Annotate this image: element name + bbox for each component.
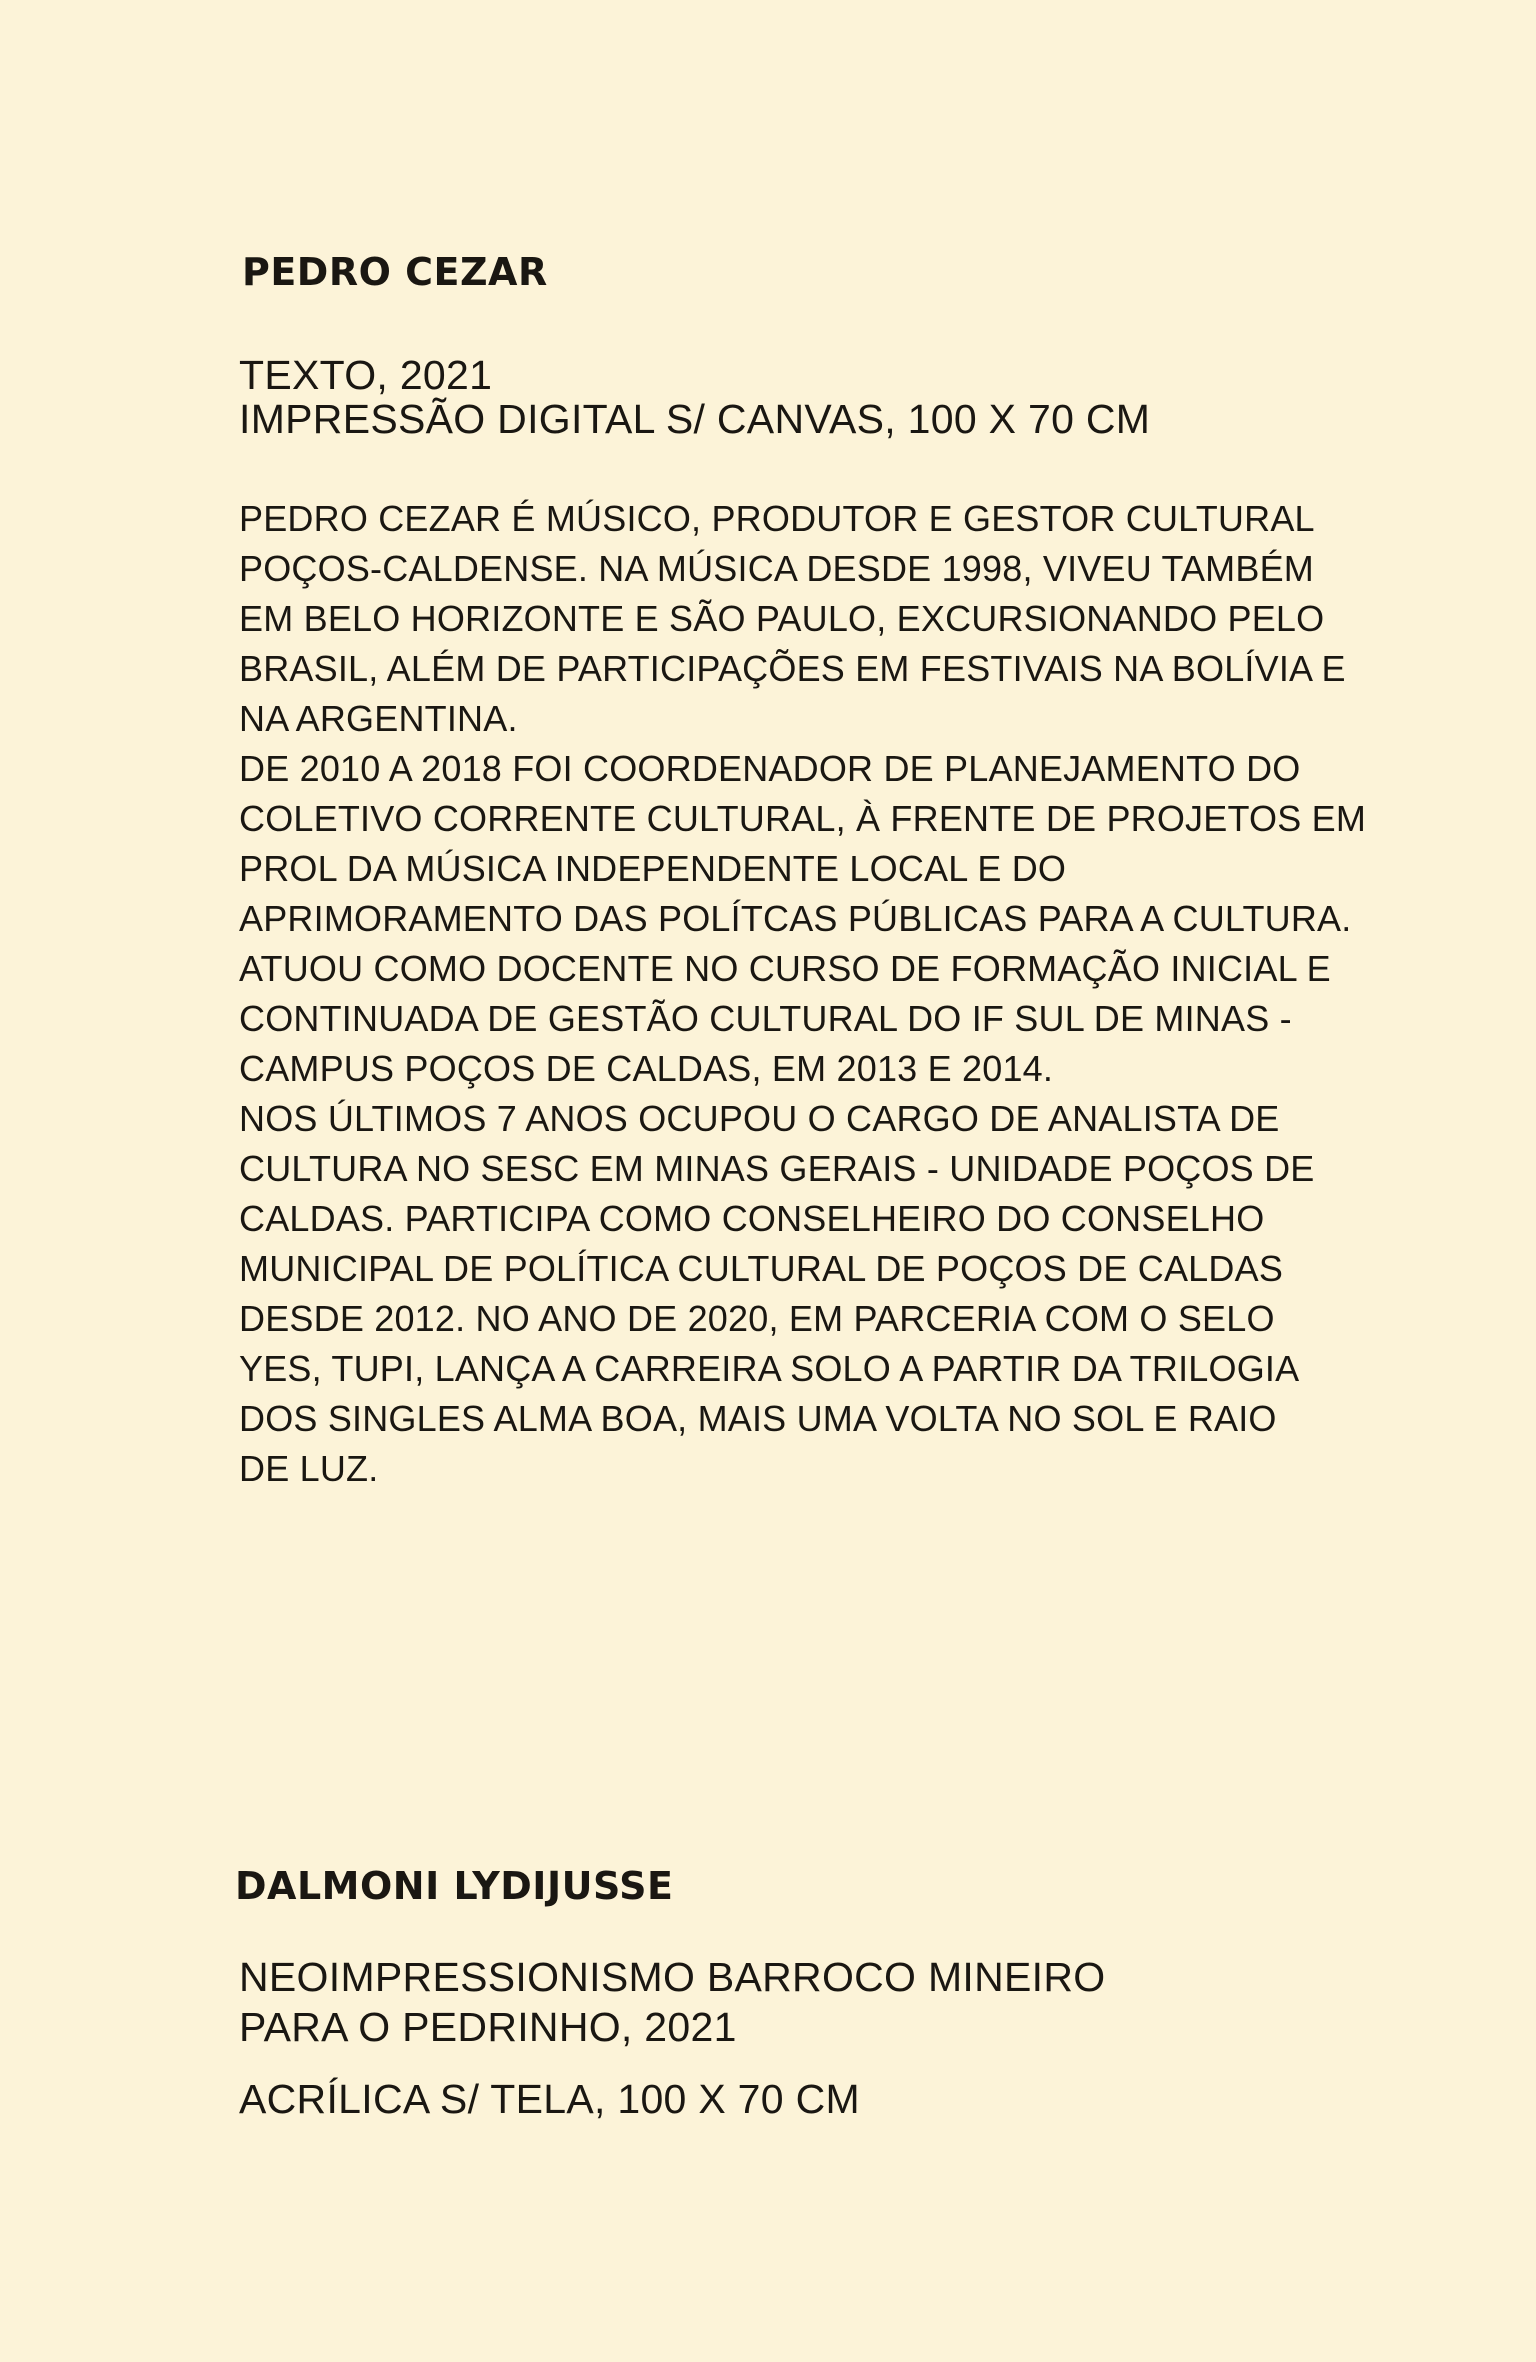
artist-name: DALMONI LYDIJUSSE xyxy=(235,1864,674,1908)
bio-line: DESDE 2012. NO ANO DE 2020, EM PARCERIA COM O SELO xyxy=(239,1298,1275,1339)
artist-bio xyxy=(239,494,1366,1494)
bio-line: APRIMORAMENTO DAS POLÍTCAS PÚBLICAS PARA A CULTURA. xyxy=(239,898,1352,939)
bio-line: DE 2010 A 2018 FOI COORDENADOR DE PLANEJAMENTO DO xyxy=(239,748,1301,789)
bio-line: NOS ÚLTIMOS 7 ANOS OCUPOU O CARGO DE ANALISTA DE xyxy=(239,1098,1280,1139)
bio-line: EM BELO HORIZONTE E SÃO PAULO, EXCURSIONANDO PELO xyxy=(239,598,1325,639)
bio-line: NA ARGENTINA. xyxy=(239,698,518,739)
bio-line: BRASIL, ALÉM DE PARTICIPAÇÕES EM FESTIVAIS NA BOLÍVIA E xyxy=(239,648,1346,689)
bio-line: DE LUZ. xyxy=(239,1448,379,1489)
bio-line: YES, TUPI, LANÇA A CARREIRA SOLO A PARTIR DA TRILOGIA xyxy=(239,1348,1300,1389)
bio-line: ATUOU COMO DOCENTE NO CURSO DE FORMAÇÃO INICIAL E xyxy=(239,948,1331,989)
bio-line: POÇOS-CALDENSE. NA MÚSICA DESDE 1998, VIVEU TAMBÉM xyxy=(239,548,1314,589)
artwork-title: TEXTO, 2021 xyxy=(239,352,493,398)
artwork-medium: IMPRESSÃO DIGITAL S/ CANVAS, 100 X 70 CM xyxy=(239,396,1151,442)
bio-line: CULTURA NO SESC EM MINAS GERAIS - UNIDADE POÇOS DE xyxy=(239,1148,1315,1189)
bio-line: CONTINUADA DE GESTÃO CULTURAL DO IF SUL DE MINAS - xyxy=(239,998,1292,1039)
bio-line: CAMPUS POÇOS DE CALDAS, EM 2013 E 2014. xyxy=(239,1048,1054,1089)
bio-line: COLETIVO CORRENTE CULTURAL, À FRENTE DE PROJETOS EM xyxy=(239,798,1367,839)
bio-line: PROL DA MÚSICA INDEPENDENTE LOCAL E DO xyxy=(239,848,1067,889)
artwork-medium: ACRÍLICA S/ TELA, 100 X 70 CM xyxy=(239,2076,860,2122)
bio-line: PEDRO CEZAR É MÚSICO, PRODUTOR E GESTOR CULTURAL xyxy=(239,498,1315,539)
bio-line: MUNICIPAL DE POLÍTICA CULTURAL DE POÇOS DE CALDAS xyxy=(239,1248,1284,1289)
bio-line: CALDAS. PARTICIPA COMO CONSELHEIRO DO CONSELHO xyxy=(239,1198,1265,1239)
artist-name: PEDRO CEZAR xyxy=(242,250,548,294)
bio-line: DOS SINGLES ALMA BOA, MAIS UMA VOLTA NO SOL E RAIO xyxy=(239,1398,1277,1439)
artwork-title-line: PARA O PEDRINHO, 2021 xyxy=(239,2004,737,2050)
artwork-title-line: NEOIMPRESSIONISMO BARROCO MINEIRO xyxy=(239,1954,1106,2000)
